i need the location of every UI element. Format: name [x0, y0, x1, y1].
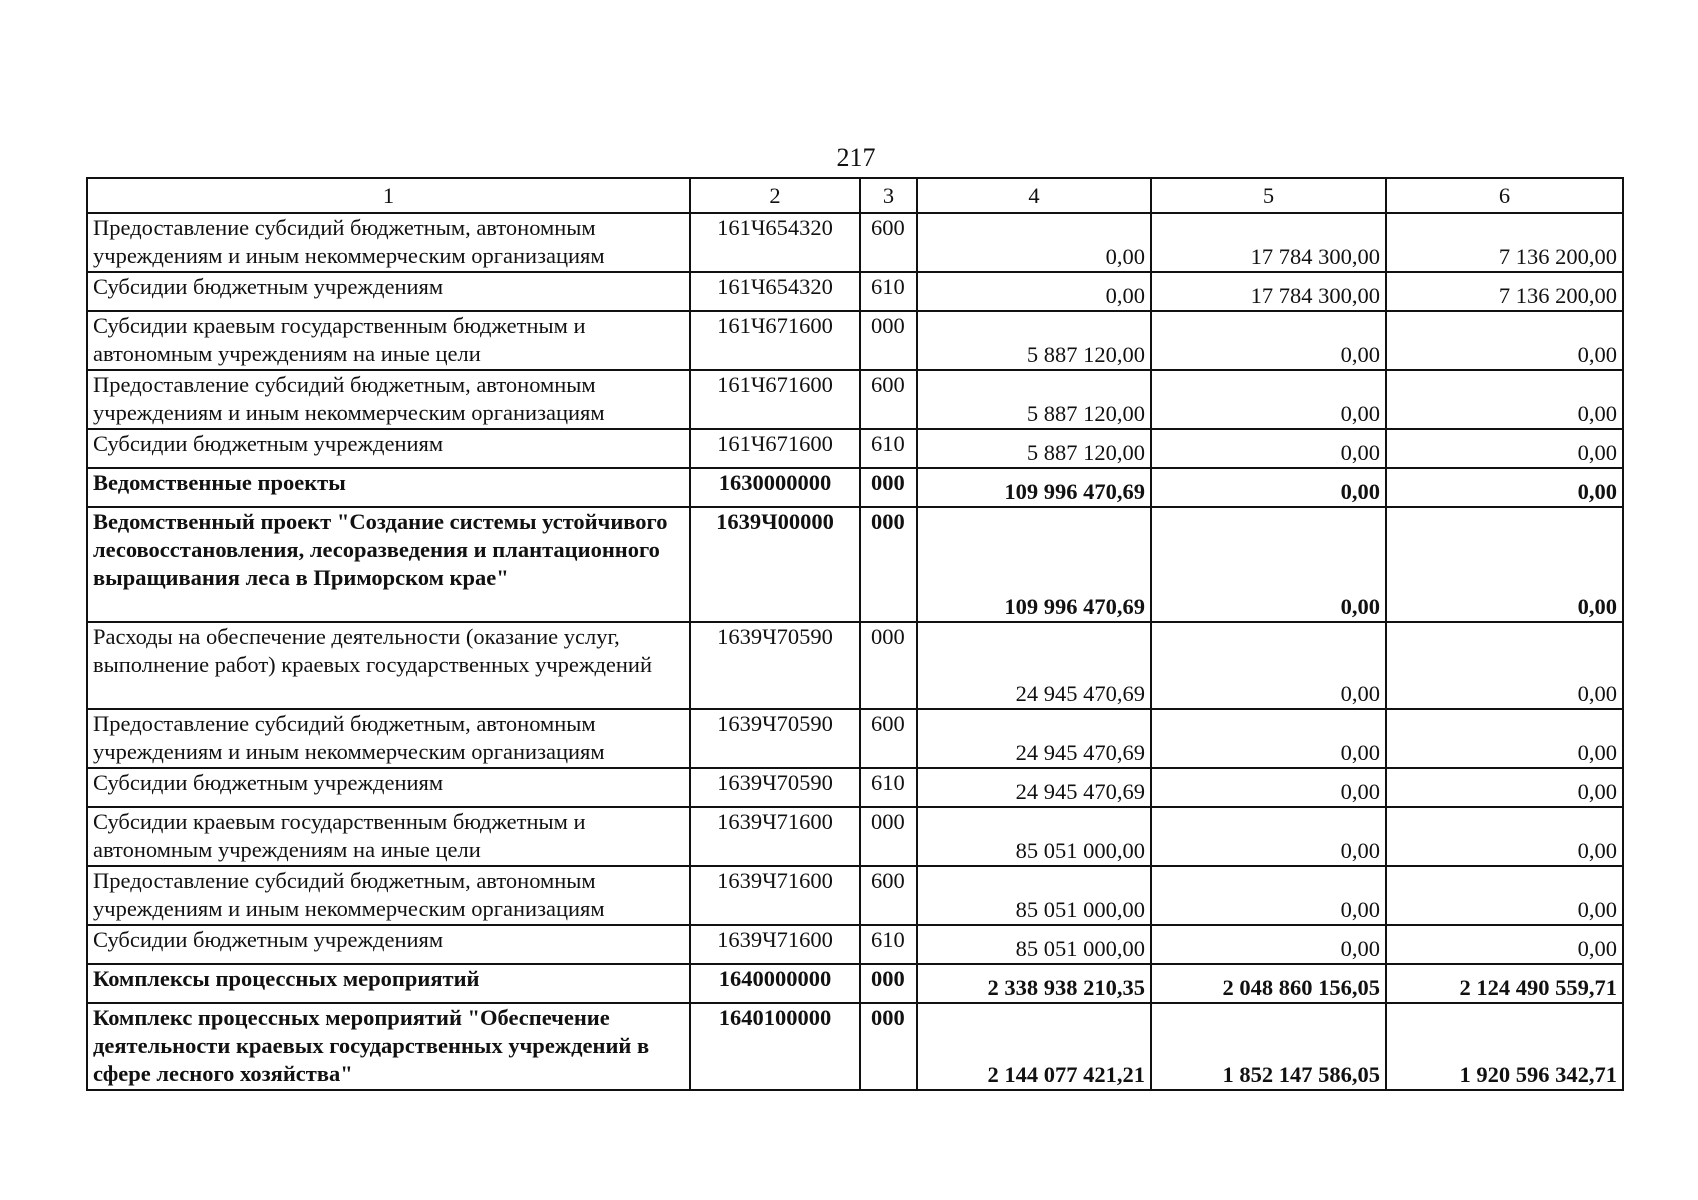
row-expense-type-cell: 000: [860, 1003, 917, 1090]
row-amount-col4-cell: 24 945 470,69: [917, 622, 1151, 709]
row-code-cell: 161Ч654320: [690, 272, 860, 311]
row-amount-col6-cell: 0,00: [1386, 507, 1623, 622]
column-header-1: 1: [87, 178, 690, 213]
row-code-cell: 1639Ч71600: [690, 807, 860, 866]
table-row: [87, 768, 1623, 807]
row-amount-col5-cell: 0,00: [1151, 925, 1386, 964]
row-name-cell: Субсидии краевым государственным бюджетным и автономным учреждениям на иные цели: [87, 807, 690, 866]
row-amount-col5-cell: 0,00: [1151, 468, 1386, 507]
row-name-cell: Комплексы процессных мероприятий: [87, 964, 690, 1003]
row-amount-col6-cell: 0,00: [1386, 370, 1623, 429]
row-code-cell: 1639Ч00000: [690, 507, 860, 622]
table-row: [87, 468, 1623, 507]
row-expense-type-cell: 000: [860, 311, 917, 370]
row-name-cell: Субсидии бюджетным учреждениям: [87, 272, 690, 311]
row-name-cell: Субсидии краевым государственным бюджетным и автономным учреждениям на иные цели: [87, 311, 690, 370]
row-amount-col6-cell: 0,00: [1386, 925, 1623, 964]
row-amount-col5-cell: 2 048 860 156,05: [1151, 964, 1386, 1003]
row-amount-col6-cell: 0,00: [1386, 807, 1623, 866]
row-amount-col4-cell: 0,00: [917, 213, 1151, 272]
row-code-cell: 1639Ч70590: [690, 709, 860, 768]
row-amount-col4-cell: 24 945 470,69: [917, 768, 1151, 807]
row-expense-type-cell: 000: [860, 622, 917, 709]
table-row: [87, 429, 1623, 468]
row-amount-col4-cell: 5 887 120,00: [917, 370, 1151, 429]
table-row: [87, 311, 1623, 370]
table-row: [87, 964, 1623, 1003]
row-amount-col4-cell: 24 945 470,69: [917, 709, 1151, 768]
table-row: [87, 866, 1623, 925]
page-number: 217: [836, 143, 876, 172]
row-amount-col5-cell: 17 784 300,00: [1151, 272, 1386, 311]
row-expense-type-cell: 000: [860, 507, 917, 622]
table-row: [87, 1003, 1623, 1090]
row-amount-col4-cell: 85 051 000,00: [917, 925, 1151, 964]
row-amount-col6-cell: 0,00: [1386, 429, 1623, 468]
row-amount-col5-cell: 0,00: [1151, 507, 1386, 622]
row-amount-col6-cell: 0,00: [1386, 768, 1623, 807]
row-name-cell: Субсидии бюджетным учреждениям: [87, 768, 690, 807]
row-name-cell: Предоставление субсидий бюджетным, автономным учреждениям и иным некоммерческим организациям: [87, 213, 690, 272]
row-amount-col4-cell: 2 338 938 210,35: [917, 964, 1151, 1003]
column-number-header-row: [87, 178, 1623, 213]
row-amount-col6-cell: 0,00: [1386, 311, 1623, 370]
row-name-cell: Расходы на обеспечение деятельности (оказание услуг, выполнение работ) краевых государственных учреждений: [87, 622, 690, 709]
column-header-2: 2: [690, 178, 860, 213]
row-amount-col4-cell: 85 051 000,00: [917, 866, 1151, 925]
row-amount-col4-cell: 109 996 470,69: [917, 507, 1151, 622]
budget-table: [86, 177, 1624, 1091]
row-expense-type-cell: 600: [860, 709, 917, 768]
row-name-cell: Субсидии бюджетным учреждениям: [87, 429, 690, 468]
row-amount-col6-cell: 0,00: [1386, 709, 1623, 768]
row-code-cell: 1639Ч71600: [690, 866, 860, 925]
row-amount-col5-cell: 0,00: [1151, 311, 1386, 370]
row-amount-col6-cell: 7 136 200,00: [1386, 213, 1623, 272]
row-amount-col4-cell: 5 887 120,00: [917, 429, 1151, 468]
row-expense-type-cell: 610: [860, 429, 917, 468]
column-header-4: 4: [917, 178, 1151, 213]
row-code-cell: 1630000000: [690, 468, 860, 507]
row-amount-col5-cell: 0,00: [1151, 370, 1386, 429]
row-amount-col5-cell: 17 784 300,00: [1151, 213, 1386, 272]
table-row: [87, 213, 1623, 272]
row-amount-col4-cell: 5 887 120,00: [917, 311, 1151, 370]
row-expense-type-cell: 600: [860, 370, 917, 429]
column-header-6: 6: [1386, 178, 1623, 213]
row-amount-col6-cell: 1 920 596 342,71: [1386, 1003, 1623, 1090]
row-amount-col5-cell: 1 852 147 586,05: [1151, 1003, 1386, 1090]
row-name-cell: Комплекс процессных мероприятий "Обеспечение деятельности краевых государственных учреждений в сфере лесного хозяйства": [87, 1003, 690, 1090]
row-amount-col5-cell: 0,00: [1151, 807, 1386, 866]
row-amount-col5-cell: 0,00: [1151, 866, 1386, 925]
column-header-3: 3: [860, 178, 917, 213]
row-expense-type-cell: 600: [860, 866, 917, 925]
table-row: [87, 622, 1623, 709]
row-expense-type-cell: 600: [860, 213, 917, 272]
row-name-cell: Предоставление субсидий бюджетным, автономным учреждениям и иным некоммерческим организациям: [87, 866, 690, 925]
row-amount-col4-cell: 109 996 470,69: [917, 468, 1151, 507]
row-code-cell: 161Ч671600: [690, 370, 860, 429]
row-code-cell: 161Ч671600: [690, 429, 860, 468]
table-row: [87, 709, 1623, 768]
row-amount-col5-cell: 0,00: [1151, 429, 1386, 468]
table-row: [87, 507, 1623, 622]
row-expense-type-cell: 000: [860, 807, 917, 866]
row-expense-type-cell: 610: [860, 768, 917, 807]
row-code-cell: 1640000000: [690, 964, 860, 1003]
row-expense-type-cell: 610: [860, 272, 917, 311]
row-amount-col4-cell: 0,00: [917, 272, 1151, 311]
row-name-cell: Субсидии бюджетным учреждениям: [87, 925, 690, 964]
row-name-cell: Ведомственные проекты: [87, 468, 690, 507]
row-expense-type-cell: 000: [860, 964, 917, 1003]
row-amount-col6-cell: 0,00: [1386, 468, 1623, 507]
row-code-cell: 1639Ч71600: [690, 925, 860, 964]
row-code-cell: 1640100000: [690, 1003, 860, 1090]
row-amount-col6-cell: 0,00: [1386, 866, 1623, 925]
row-expense-type-cell: 000: [860, 468, 917, 507]
row-code-cell: 1639Ч70590: [690, 768, 860, 807]
table-row: [87, 807, 1623, 866]
row-amount-col6-cell: 7 136 200,00: [1386, 272, 1623, 311]
row-amount-col4-cell: 85 051 000,00: [917, 807, 1151, 866]
row-name-cell: Предоставление субсидий бюджетным, автономным учреждениям и иным некоммерческим организациям: [87, 370, 690, 429]
row-code-cell: 1639Ч70590: [690, 622, 860, 709]
row-amount-col5-cell: 0,00: [1151, 709, 1386, 768]
row-name-cell: Предоставление субсидий бюджетным, автономным учреждениям и иным некоммерческим организациям: [87, 709, 690, 768]
table-row: [87, 370, 1623, 429]
row-amount-col5-cell: 0,00: [1151, 622, 1386, 709]
table-row: [87, 272, 1623, 311]
column-header-5: 5: [1151, 178, 1386, 213]
row-code-cell: 161Ч654320: [690, 213, 860, 272]
row-amount-col6-cell: 0,00: [1386, 622, 1623, 709]
row-name-cell: Ведомственный проект "Создание системы устойчивого лесовосстановления, лесоразведения и плантационного выращивания леса в Приморском крае": [87, 507, 690, 622]
row-amount-col5-cell: 0,00: [1151, 768, 1386, 807]
row-amount-col4-cell: 2 144 077 421,21: [917, 1003, 1151, 1090]
row-amount-col6-cell: 2 124 490 559,71: [1386, 964, 1623, 1003]
table-row: [87, 925, 1623, 964]
row-code-cell: 161Ч671600: [690, 311, 860, 370]
row-expense-type-cell: 610: [860, 925, 917, 964]
